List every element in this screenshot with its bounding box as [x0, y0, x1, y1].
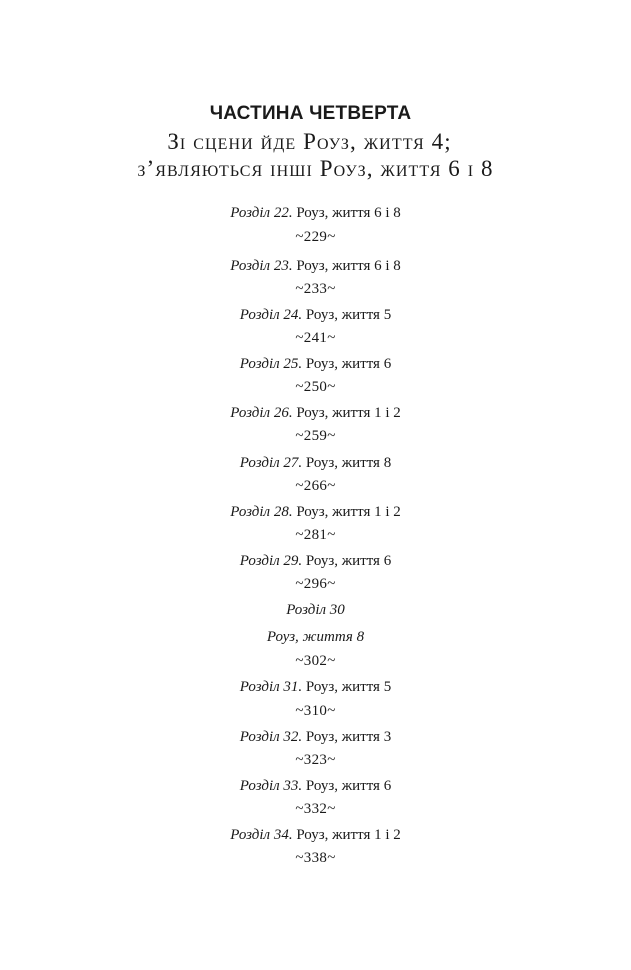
toc-page-number: ~296~ [295, 576, 336, 592]
chapter-label: Розділ 29. [239, 553, 303, 569]
toc-page-number: ~302~ [295, 653, 336, 669]
chapter-label: Розділ 30 [286, 602, 345, 618]
toc-page-number: ~332~ [295, 801, 336, 817]
chapter-subtitle: Роуз, життя 8 [266, 629, 365, 645]
chapter-label: Розділ 26. [230, 405, 293, 421]
chapter-label: Розділ 25. [239, 356, 303, 372]
toc-page-number: ~229~ [295, 229, 336, 245]
chapter-label: Розділ 24. [239, 307, 303, 323]
chapter-title: Роуз, життя 6 [302, 356, 392, 372]
chapter-title: Роуз, життя 6 [302, 553, 392, 569]
toc-entry-title [0, 306, 631, 324]
toc-page-number: ~310~ [295, 703, 336, 719]
part-subtitle-line-1: Зі сцени йде Роуз, життя 4; [167, 129, 452, 154]
chapter-title: Роуз, життя 6 і 8 [292, 258, 401, 274]
toc-entry-title [0, 257, 631, 275]
toc-entry-title [0, 826, 631, 844]
toc-entry-title [0, 204, 631, 222]
toc-page-number: ~266~ [295, 478, 336, 494]
chapter-label: Розділ 34. [230, 827, 293, 843]
toc-page-number: ~250~ [295, 379, 336, 395]
toc-entry-title [0, 777, 631, 795]
toc-entry-title [0, 552, 631, 570]
toc-page-number: ~338~ [295, 850, 336, 866]
toc-entry-title [0, 503, 631, 521]
chapter-label: Розділ 31. [239, 679, 303, 695]
toc-entry-title [0, 678, 631, 696]
part-title: ЧАСТИНА ЧЕТВЕРТА [209, 103, 412, 124]
chapter-label: Розділ 27. [239, 455, 303, 471]
toc-entry-title [0, 404, 631, 422]
toc-entry-title [0, 454, 631, 472]
chapter-label: Розділ 23. [230, 258, 293, 274]
chapter-title: Роуз, життя 5 [302, 679, 392, 695]
chapter-title: Роуз, життя 1 і 2 [292, 504, 401, 520]
chapter-title: Роуз, життя 1 і 2 [292, 827, 401, 843]
toc-page-number: ~281~ [295, 527, 336, 543]
chapter-title: Роуз, життя 3 [302, 729, 392, 745]
toc-page-number: ~323~ [295, 752, 336, 768]
chapter-title: Роуз, життя 5 [302, 307, 392, 323]
chapter-label: Розділ 32. [239, 729, 303, 745]
chapter-label: Розділ 22. [230, 205, 293, 221]
chapter-title: Роуз, життя 6 [302, 778, 392, 794]
toc-page-number: ~241~ [295, 330, 336, 346]
chapter-label: Розділ 33. [239, 778, 303, 794]
toc-page-number: ~233~ [295, 281, 336, 297]
toc-entry-title [0, 355, 631, 373]
chapter-title: Роуз, життя 6 і 8 [292, 205, 401, 221]
toc-page-number: ~259~ [295, 428, 336, 444]
toc-entry-title [0, 728, 631, 746]
chapter-title: Роуз, життя 1 і 2 [292, 405, 401, 421]
part-subtitle-line-2: з’являються інші Роуз, життя 6 і 8 [137, 156, 494, 181]
chapter-title: Роуз, життя 8 [302, 455, 392, 471]
chapter-label: Розділ 28. [230, 504, 293, 520]
